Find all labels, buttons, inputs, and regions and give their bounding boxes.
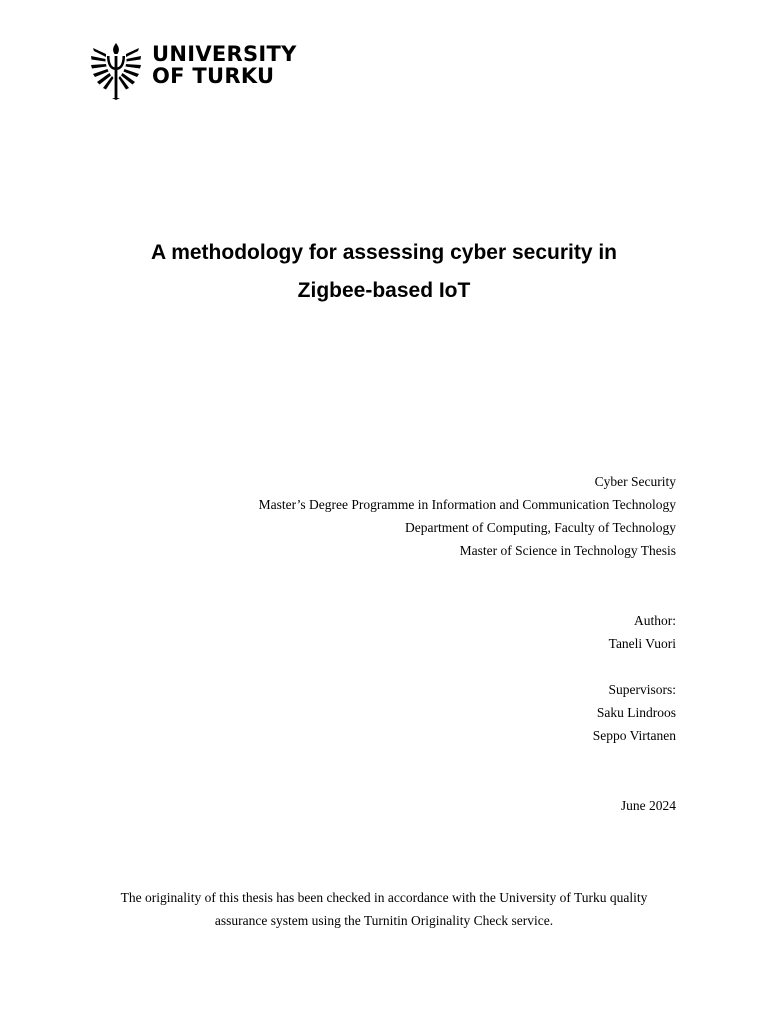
university-name-line1: UNIVERSITY [152,42,297,66]
degree-programme: Master’s Degree Programme in Information and Communication Technology [258,497,676,512]
supervisors-label: Supervisors: [608,682,676,697]
thesis-type: Master of Science in Technology Thesis [459,543,676,558]
thesis-title-line2: Zigbee-based IoT [297,279,471,302]
university-name [152,43,297,87]
originality-notice-line1: The originality of this thesis has been checked in accordance with the University of Turku quality [120,890,648,905]
author-label: Author: [634,613,676,628]
supervisor-name: Saku Lindroos [596,705,676,720]
author-name: Taneli Vuori [608,636,676,651]
programme-info [259,470,676,562]
thesis-date [621,794,676,817]
originality-notice [0,886,768,932]
supervisors-block [593,678,676,747]
department: Department of Computing, Faculty of Technology [404,520,676,535]
field-of-study: Cyber Security [594,474,676,489]
thesis-title-line1: A methodology for assessing cyber security in [150,241,618,264]
university-seal-icon [90,42,142,100]
university-logo [90,42,297,100]
supervisor-name: Seppo Virtanen [592,728,676,743]
author-block [609,609,676,655]
date-text: June 2024 [620,798,676,813]
originality-notice-line2: assurance system using the Turnitin Originality Check service. [214,913,554,928]
thesis-title [0,234,768,310]
university-name-line2: OF TURKU [152,64,275,88]
